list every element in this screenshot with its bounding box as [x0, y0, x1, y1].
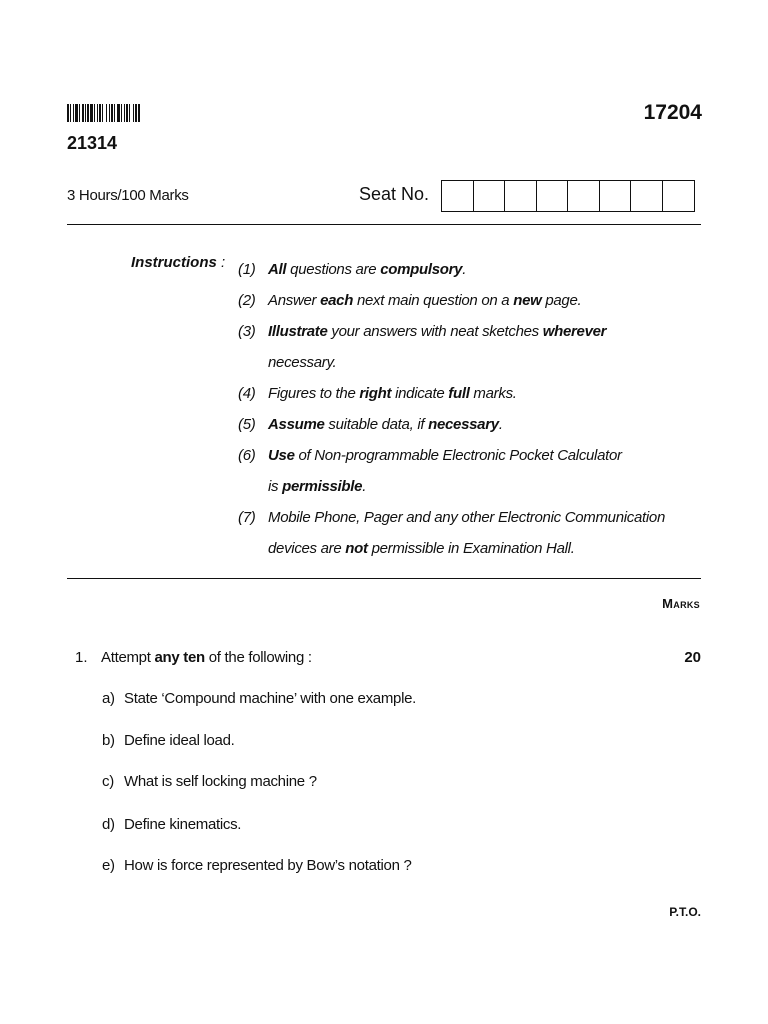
paper-code: 17204	[643, 101, 702, 124]
instruction-text	[268, 378, 708, 409]
sub-question	[102, 690, 416, 707]
instruction-text-part: Use	[268, 447, 295, 464]
sub-question-text: Define kinematics.	[124, 816, 242, 833]
instruction-text	[268, 254, 708, 285]
seat-box[interactable]	[568, 181, 600, 211]
instruction-text-part: Answer	[268, 292, 321, 309]
instruction-item	[238, 502, 708, 533]
question-number: 1.	[75, 649, 88, 666]
instruction-text-part: necessary	[428, 416, 499, 433]
instruction-continuation	[238, 347, 708, 378]
instruction-text-part: your answers with neat sketches	[327, 323, 543, 340]
instruction-number: (2)	[238, 292, 256, 309]
sub-question	[102, 732, 235, 749]
instruction-text	[268, 316, 708, 347]
pto-label: P.T.O.	[669, 905, 701, 919]
seat-number-label: Seat No.	[359, 184, 430, 204]
sub-question	[102, 816, 241, 833]
sub-question-label: b)	[102, 732, 115, 749]
seat-box[interactable]	[505, 181, 537, 211]
seat-box[interactable]	[537, 181, 569, 211]
instruction-text-part: indicate	[391, 385, 449, 402]
sub-question-label: d)	[102, 816, 115, 833]
instruction-text-part: permissible in Examination Hall.	[367, 540, 575, 557]
sub-question-label: a)	[102, 690, 115, 707]
instruction-item	[238, 316, 708, 347]
instruction-text	[268, 502, 708, 533]
instruction-text-part: Figures to the	[268, 385, 360, 402]
instruction-number: (4)	[238, 385, 256, 402]
divider-bottom	[67, 578, 701, 579]
instruction-text-part: Mobile Phone, Pager and any other Electronic Communication	[268, 509, 665, 526]
instruction-text-part: .	[498, 416, 503, 433]
instruction-text	[268, 440, 708, 471]
duration-marks: 3 Hours/100 Marks	[67, 187, 189, 204]
instruction-text-part: new	[513, 292, 542, 309]
instruction-text-part: .	[462, 261, 467, 278]
instruction-text-part: questions are	[286, 261, 381, 278]
divider-top	[67, 224, 701, 225]
seat-box[interactable]	[663, 181, 695, 211]
instruction-continuation	[238, 533, 708, 564]
instruction-text-part: wherever	[542, 323, 607, 340]
sub-question	[102, 773, 317, 790]
barcode	[67, 104, 169, 122]
instruction-item	[238, 440, 708, 471]
instructions-list	[238, 254, 708, 564]
instruction-number: (1)	[238, 261, 256, 278]
instruction-text-part: devices are	[268, 540, 346, 557]
sub-question-text: What is self locking machine ?	[124, 773, 317, 790]
question-text: Attempt any ten of the following :	[101, 649, 312, 666]
instruction-text-part: necessary.	[268, 354, 337, 371]
instruction-text-part: All	[268, 261, 287, 278]
sub-question-text: Define ideal load.	[124, 732, 235, 749]
sub-question-label: e)	[102, 857, 115, 874]
instruction-continuation	[238, 471, 708, 502]
instruction-text-part: full	[448, 385, 470, 402]
instruction-text-part: Assume	[268, 416, 325, 433]
sub-question-text: State ‘Compound machine’ with one example.	[124, 690, 417, 707]
instruction-text-part: right	[359, 385, 392, 402]
seat-number-boxes[interactable]	[441, 180, 695, 212]
instruction-text-part: compulsory	[380, 261, 463, 278]
instruction-text	[268, 285, 708, 316]
instruction-item	[238, 254, 708, 285]
instruction-text-part: not	[345, 540, 368, 557]
instruction-item	[238, 378, 708, 409]
instruction-number: (3)	[238, 323, 256, 340]
marks-heading: Marks	[662, 596, 700, 611]
sub-question	[102, 857, 412, 874]
instruction-item	[238, 285, 708, 316]
instruction-number: (7)	[238, 509, 256, 526]
instruction-text-part: suitable data, if	[324, 416, 429, 433]
instructions-heading: Instructions :	[131, 254, 226, 271]
instruction-text-part: .	[362, 478, 367, 495]
seat-box[interactable]	[474, 181, 506, 211]
instruction-text-part: marks.	[469, 385, 517, 402]
instruction-item	[238, 409, 708, 440]
instruction-text-part: next main question on a	[353, 292, 514, 309]
seat-box[interactable]	[442, 181, 474, 211]
instruction-number: (6)	[238, 447, 256, 464]
instruction-text-part: each	[320, 292, 354, 309]
instruction-text-part: Illustrate	[268, 323, 328, 340]
instruction-text-part: permissible	[282, 478, 363, 495]
instruction-text	[268, 409, 708, 440]
subject-code: 21314	[67, 133, 118, 153]
instruction-text-part: page.	[541, 292, 582, 309]
instruction-number: (5)	[238, 416, 256, 433]
question-marks: 20	[684, 649, 701, 666]
instruction-text-part: is	[268, 478, 283, 495]
sub-question-label: c)	[102, 773, 114, 790]
seat-box[interactable]	[600, 181, 632, 211]
seat-box[interactable]	[631, 181, 663, 211]
instruction-text-part: of Non-programmable Electronic Pocket Calculator	[294, 447, 622, 464]
sub-question-text: How is force represented by Bow’s notation ?	[124, 857, 412, 874]
